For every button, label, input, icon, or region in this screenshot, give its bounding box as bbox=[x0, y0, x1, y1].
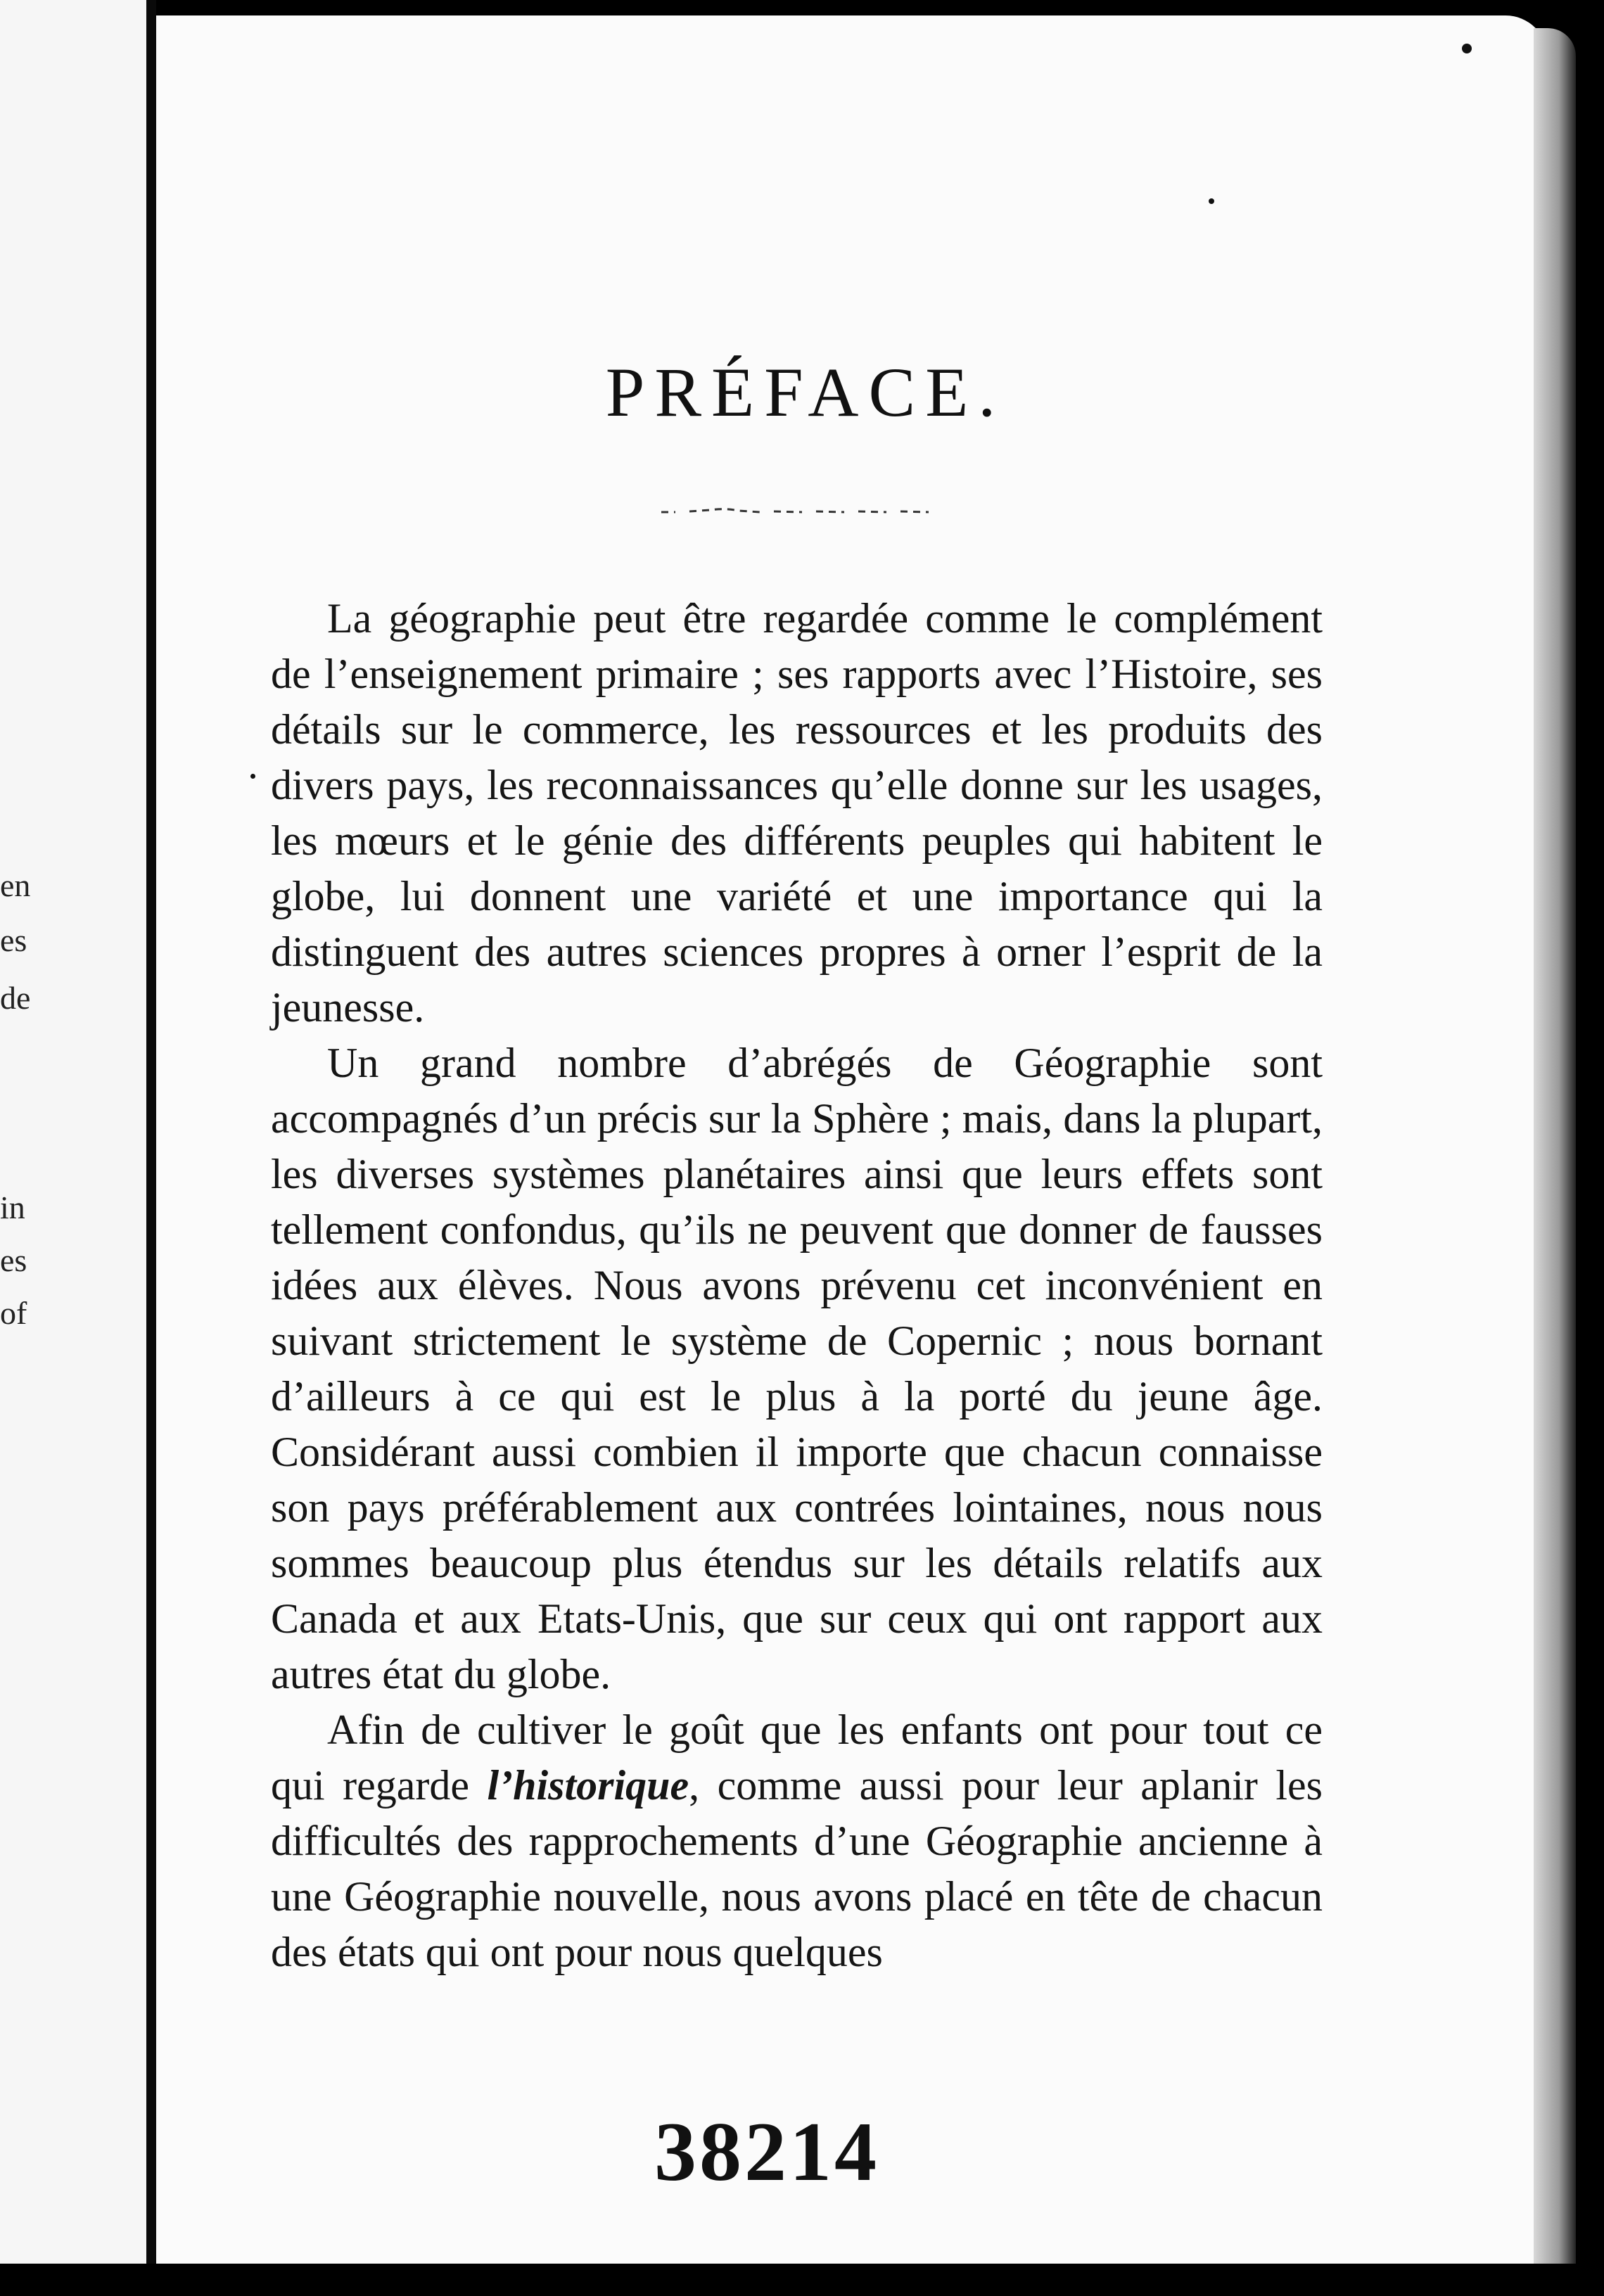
margin-fragment: es bbox=[0, 1242, 27, 1278]
paragraph-1: La géographie peut être regardée comme le complément de l’enseignement primaire ; ses rapports avec l’Histoire, ses détails sur le commerce, les ressources et les produits des divers pays, les reconnaissances qu’elle donne sur les usages, les mœurs et le génie des différents peuples qui habitent le globe, lui donnent une variété et une importance qui la distinguent des autres sciences propres à orner l’esprit de la jeunesse. bbox=[271, 595, 1323, 1031]
scan-bottom-border bbox=[0, 2264, 1604, 2296]
ink-speck bbox=[1209, 198, 1214, 204]
paragraph-3 bbox=[271, 1702, 1323, 1980]
margin-fragment: de bbox=[0, 980, 31, 1016]
page-number: 38214 bbox=[654, 2105, 879, 2198]
page-title: PRÉFACE. bbox=[605, 353, 1006, 431]
margin-fragment: of bbox=[0, 1295, 27, 1331]
margin-fragment: es bbox=[0, 922, 27, 958]
previous-page-strip bbox=[0, 0, 146, 2296]
margin-fragment: en bbox=[0, 867, 31, 903]
paragraph-3-italic: l’historique bbox=[487, 1762, 689, 1809]
page-edge-shadow bbox=[1534, 28, 1576, 2265]
book-gutter bbox=[146, 0, 156, 2296]
margin-fragment: in bbox=[0, 1190, 25, 1225]
ink-speck bbox=[1462, 44, 1472, 53]
scan-top-border bbox=[0, 0, 1604, 17]
paragraph-2: Un grand nombre d’abrégés de Géographie sont accompagnés d’un précis sur la Sphère ; mais, dans la plupart, les diverses systèmes planétaires ainsi que leurs effets sont tellement confondus, qu’ils ne peuvent que donner de fausses idées aux élèves. Nous avons prévenu cet inconvénient en suivant strictement le système de Copernic ; nous bornant d’ailleurs à ce qui est le plus à la porté du jeune âge. Considérant aussi combien il importe que chacun connaisse son pays préférablement aux contrées lointaines, nous nous sommes beaucoup plus étendus sur les détails relatifs aux Canada et aux Etats-Unis, que sur ceux qui ont rapport aux autres état du globe. bbox=[271, 1040, 1323, 1697]
paragraph-3-text: Afin de cultiver le goût que les enfants ont pour tout ce qui regarde bbox=[271, 1707, 1323, 1809]
ink-speck bbox=[250, 774, 255, 779]
title-ornament bbox=[661, 506, 929, 516]
paragraph-3-text-end: , comme aussi pour leur aplanir les difficultés des rapprochements d’une Géographie ancienne à une Géographie nouvelle, nous avons placé en tête de chacun des états qui ont pour nous quelques bbox=[271, 1762, 1323, 1975]
preface-body bbox=[271, 591, 1323, 1980]
